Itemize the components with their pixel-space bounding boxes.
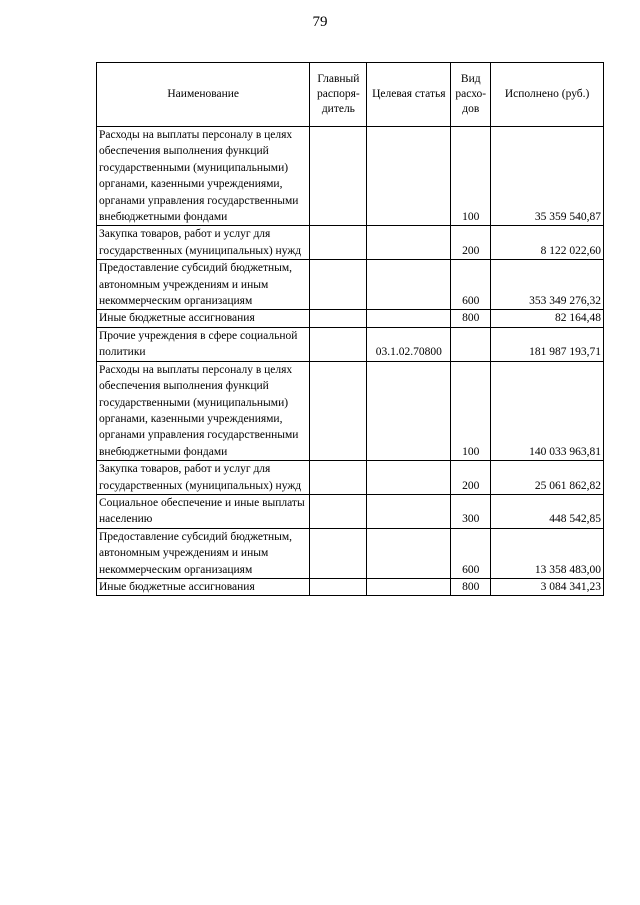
row-executed-cell: 3 084 341,23 [491,578,604,595]
table-row [97,260,604,310]
row-manager-cell [310,310,367,327]
row-kind-cell: 100 [451,361,491,460]
row-manager-cell [310,127,367,226]
table-row [97,461,604,495]
header-name: Наименование [97,63,310,127]
row-manager-cell [310,361,367,460]
row-target-cell: 03.1.02.70800 [367,327,451,361]
header-kind: Вид расхо-дов [451,63,491,127]
row-target-cell [367,361,451,460]
row-name-cell: Предоставление субсидий бюджетным, автономным учреждениям и иным некоммерческим организациям [97,260,310,310]
table-row [97,327,604,361]
row-manager-cell [310,327,367,361]
row-kind-cell: 800 [451,310,491,327]
row-kind-cell: 100 [451,127,491,226]
row-executed-cell: 35 359 540,87 [491,127,604,226]
header-target: Целевая статья [367,63,451,127]
page-number: 79 [312,14,328,30]
row-manager-cell [310,528,367,578]
row-executed-cell: 82 164,48 [491,310,604,327]
row-kind-cell: 200 [451,461,491,495]
header-manager: Главный распоря-дитель [310,63,367,127]
row-executed-cell: 25 061 862,82 [491,461,604,495]
table-header-row [97,63,604,127]
row-name-cell: Расходы на выплаты персоналу в целях обеспечения выполнения функций государственными (муниципальными) органами, казенными учреждениями, органами управления государственными внебюджетными фондами [97,127,310,226]
row-target-cell [367,260,451,310]
row-name-cell: Закупка товаров, работ и услуг для государственных (муниципальных) нужд [97,461,310,495]
row-executed-cell: 181 987 193,71 [491,327,604,361]
table-row [97,226,604,260]
row-manager-cell [310,578,367,595]
row-kind-cell: 600 [451,260,491,310]
table-row [97,310,604,327]
row-name-cell: Иные бюджетные ассигнования [97,578,310,595]
row-target-cell [367,226,451,260]
row-executed-cell: 13 358 483,00 [491,528,604,578]
table-row [97,361,604,460]
row-executed-cell: 140 033 963,81 [491,361,604,460]
row-manager-cell [310,461,367,495]
row-kind-cell: 800 [451,578,491,595]
row-name-cell: Прочие учреждения в сфере социальной политики [97,327,310,361]
row-kind-cell: 300 [451,494,491,528]
row-manager-cell [310,260,367,310]
table-body [97,127,604,596]
row-executed-cell: 353 349 276,32 [491,260,604,310]
row-target-cell [367,494,451,528]
header-executed: Исполнено (руб.) [491,63,604,127]
table-row [97,127,604,226]
row-target-cell [367,127,451,226]
row-kind-cell: 600 [451,528,491,578]
row-executed-cell: 8 122 022,60 [491,226,604,260]
table-row [97,494,604,528]
row-executed-cell: 448 542,85 [491,494,604,528]
row-name-cell: Иные бюджетные ассигнования [97,310,310,327]
table-row [97,528,604,578]
row-kind-cell [451,327,491,361]
row-name-cell: Закупка товаров, работ и услуг для государственных (муниципальных) нужд [97,226,310,260]
row-target-cell [367,578,451,595]
row-target-cell [367,528,451,578]
row-target-cell [367,310,451,327]
row-kind-cell: 200 [451,226,491,260]
row-name-cell: Расходы на выплаты персоналу в целях обеспечения выполнения функций государственными (муниципальными) органами, казенными учреждениями, органами управления государственными внебюджетными фондами [97,361,310,460]
row-target-cell [367,461,451,495]
row-manager-cell [310,226,367,260]
budget-table [96,62,604,596]
row-name-cell: Социальное обеспечение и иные выплаты населению [97,494,310,528]
row-name-cell: Предоставление субсидий бюджетным, автономным учреждениям и иным некоммерческим организациям [97,528,310,578]
table-row [97,578,604,595]
row-manager-cell [310,494,367,528]
